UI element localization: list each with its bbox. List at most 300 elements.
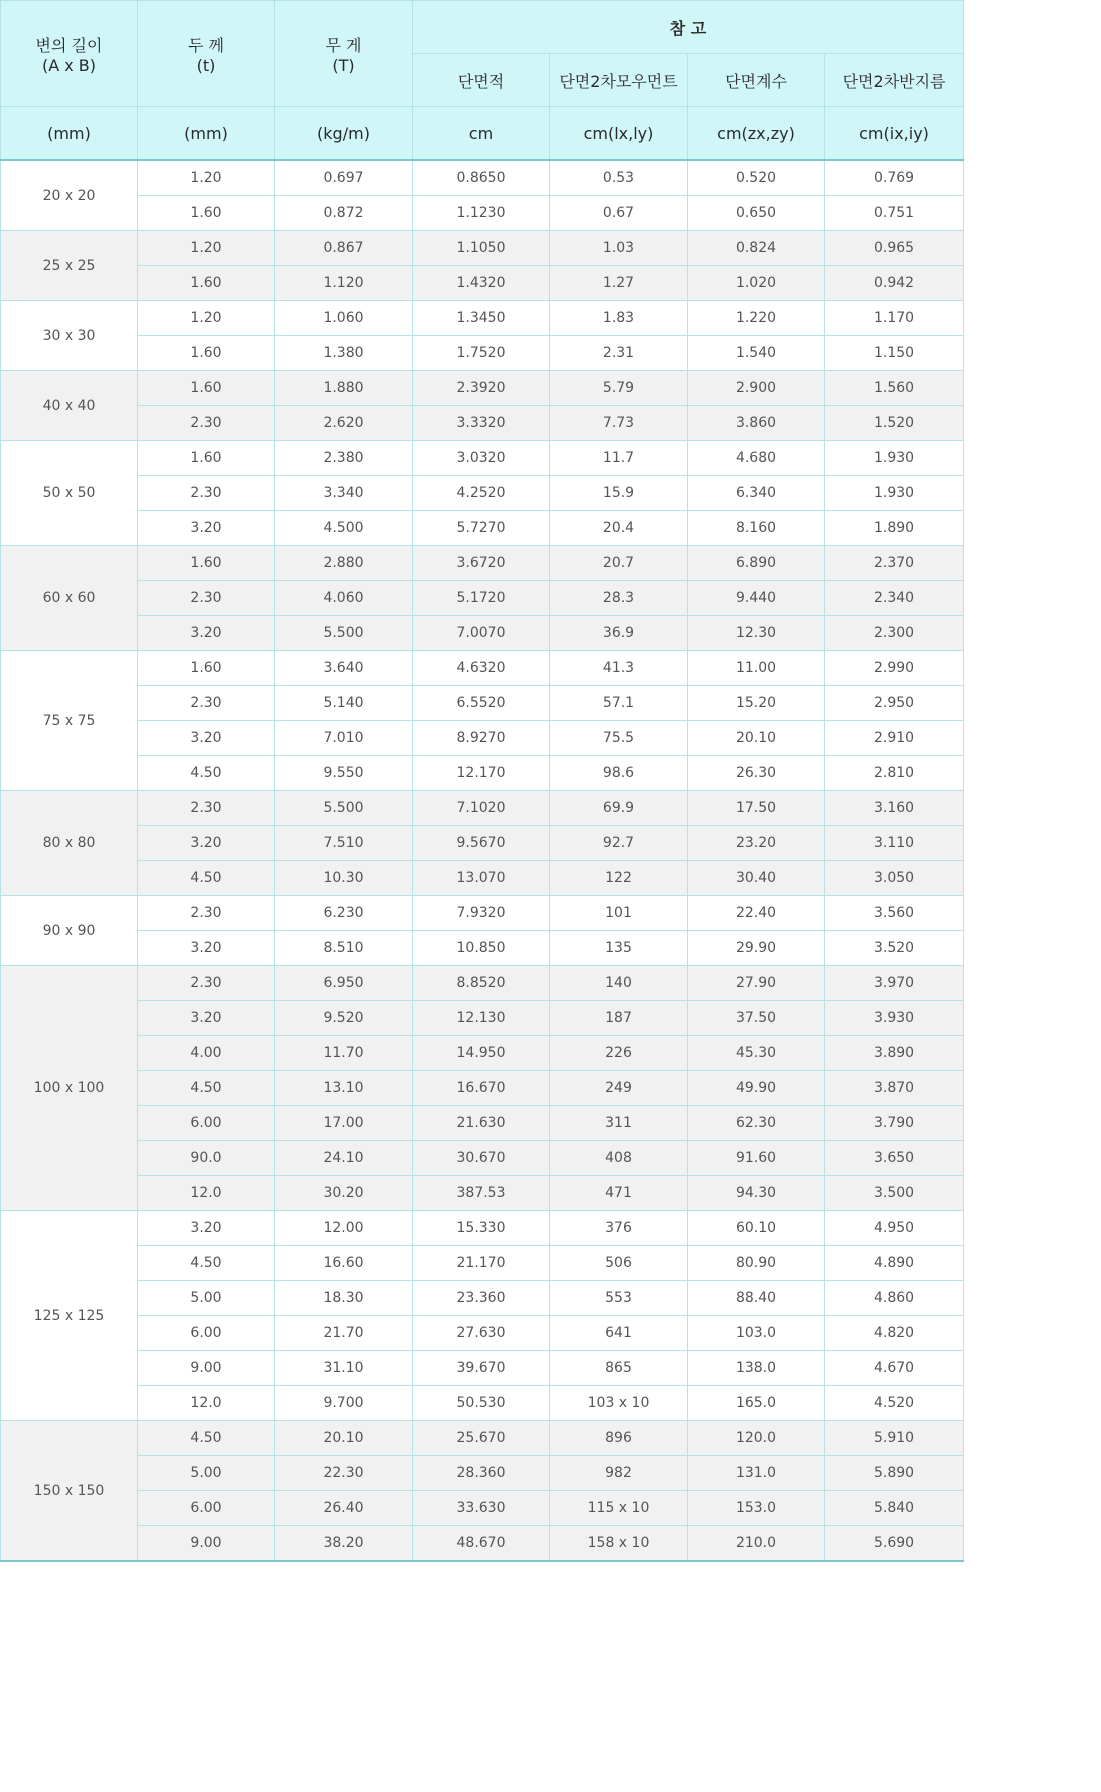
thickness-cell: 4.00: [138, 1036, 275, 1071]
moment-cell: 1.03: [550, 231, 688, 266]
moment-cell: 311: [550, 1106, 688, 1141]
table-row: [1, 826, 964, 861]
moment-cell: 101: [550, 896, 688, 931]
table-row: [1, 1246, 964, 1281]
table-row: [1, 406, 964, 441]
size-cell: 20 x 20: [1, 160, 138, 231]
thickness-cell: 2.30: [138, 476, 275, 511]
moment-cell: 135: [550, 931, 688, 966]
weight-cell: 5.500: [275, 616, 413, 651]
moment-cell: 15.9: [550, 476, 688, 511]
thickness-cell: 6.00: [138, 1106, 275, 1141]
area-cell: 14.950: [413, 1036, 550, 1071]
weight-cell: 11.70: [275, 1036, 413, 1071]
weight-cell: 38.20: [275, 1526, 413, 1562]
area-cell: 4.2520: [413, 476, 550, 511]
thickness-cell: 4.50: [138, 1071, 275, 1106]
header-moment: 단면2차모우먼트: [550, 54, 688, 107]
weight-cell: 8.510: [275, 931, 413, 966]
area-cell: 33.630: [413, 1491, 550, 1526]
area-cell: 21.630: [413, 1106, 550, 1141]
modulus-cell: 94.30: [688, 1176, 825, 1211]
modulus-cell: 138.0: [688, 1351, 825, 1386]
modulus-cell: 153.0: [688, 1491, 825, 1526]
weight-cell: 21.70: [275, 1316, 413, 1351]
thickness-cell: 3.20: [138, 931, 275, 966]
weight-cell: 31.10: [275, 1351, 413, 1386]
header-area: 단면적: [413, 54, 550, 107]
radius-cell: 4.520: [825, 1386, 964, 1421]
moment-cell: 2.31: [550, 336, 688, 371]
modulus-cell: 11.00: [688, 651, 825, 686]
radius-cell: 4.890: [825, 1246, 964, 1281]
thickness-cell: 12.0: [138, 1386, 275, 1421]
table-row: [1, 196, 964, 231]
weight-cell: 5.500: [275, 791, 413, 826]
area-cell: 5.7270: [413, 511, 550, 546]
table-row: [1, 791, 964, 826]
thickness-cell: 2.30: [138, 406, 275, 441]
table-row: [1, 1211, 964, 1246]
modulus-cell: 8.160: [688, 511, 825, 546]
size-cell: 40 x 40: [1, 371, 138, 441]
area-cell: 7.1020: [413, 791, 550, 826]
radius-cell: 4.820: [825, 1316, 964, 1351]
modulus-cell: 60.10: [688, 1211, 825, 1246]
area-cell: 8.9270: [413, 721, 550, 756]
moment-cell: 7.73: [550, 406, 688, 441]
modulus-cell: 0.824: [688, 231, 825, 266]
header-thickness-sub: (t): [196, 55, 216, 75]
weight-cell: 20.10: [275, 1421, 413, 1456]
weight-cell: 2.620: [275, 406, 413, 441]
table-row: [1, 546, 964, 581]
thickness-cell: 1.20: [138, 301, 275, 336]
radius-cell: 1.520: [825, 406, 964, 441]
radius-cell: 3.560: [825, 896, 964, 931]
thickness-cell: 9.00: [138, 1526, 275, 1562]
header-thickness-label: 두 께: [188, 35, 224, 55]
table-row: [1, 160, 964, 196]
header-size-sub: (A x B): [41, 55, 97, 75]
moment-cell: 20.7: [550, 546, 688, 581]
radius-cell: 0.942: [825, 266, 964, 301]
modulus-cell: 80.90: [688, 1246, 825, 1281]
table-row: [1, 511, 964, 546]
area-cell: 1.7520: [413, 336, 550, 371]
moment-cell: 0.53: [550, 160, 688, 196]
table-body: [1, 160, 964, 1561]
modulus-cell: 17.50: [688, 791, 825, 826]
area-cell: 6.5520: [413, 686, 550, 721]
weight-cell: 16.60: [275, 1246, 413, 1281]
area-cell: 27.630: [413, 1316, 550, 1351]
area-cell: 1.1230: [413, 196, 550, 231]
table-row: [1, 966, 964, 1001]
thickness-cell: 1.60: [138, 336, 275, 371]
modulus-cell: 0.650: [688, 196, 825, 231]
radius-cell: 3.870: [825, 1071, 964, 1106]
size-cell: 100 x 100: [1, 966, 138, 1211]
moment-cell: 103 x 10: [550, 1386, 688, 1421]
size-cell: 80 x 80: [1, 791, 138, 896]
table-row: [1, 861, 964, 896]
table-row: [1, 441, 964, 476]
area-cell: 21.170: [413, 1246, 550, 1281]
modulus-cell: 12.30: [688, 616, 825, 651]
unit-radius: cm(ix,iy): [825, 107, 964, 161]
weight-cell: 0.867: [275, 231, 413, 266]
moment-cell: 11.7: [550, 441, 688, 476]
area-cell: 28.360: [413, 1456, 550, 1491]
table-row: [1, 1036, 964, 1071]
table-row: [1, 1141, 964, 1176]
radius-cell: 2.990: [825, 651, 964, 686]
radius-cell: 1.560: [825, 371, 964, 406]
weight-cell: 6.950: [275, 966, 413, 1001]
area-cell: 9.5670: [413, 826, 550, 861]
moment-cell: 226: [550, 1036, 688, 1071]
modulus-cell: 6.340: [688, 476, 825, 511]
unit-moment: cm(lx,ly): [550, 107, 688, 161]
modulus-cell: 22.40: [688, 896, 825, 931]
moment-cell: 1.27: [550, 266, 688, 301]
area-cell: 2.3920: [413, 371, 550, 406]
area-cell: 3.0320: [413, 441, 550, 476]
header-thickness: [138, 1, 275, 107]
weight-cell: 10.30: [275, 861, 413, 896]
radius-cell: 3.160: [825, 791, 964, 826]
modulus-cell: 62.30: [688, 1106, 825, 1141]
weight-cell: 7.510: [275, 826, 413, 861]
thickness-cell: 1.20: [138, 160, 275, 196]
moment-cell: 92.7: [550, 826, 688, 861]
thickness-cell: 3.20: [138, 1211, 275, 1246]
weight-cell: 0.872: [275, 196, 413, 231]
radius-cell: 5.910: [825, 1421, 964, 1456]
header-reference: 참 고: [413, 1, 964, 54]
thickness-cell: 1.60: [138, 651, 275, 686]
weight-cell: 30.20: [275, 1176, 413, 1211]
moment-cell: 36.9: [550, 616, 688, 651]
table-row: [1, 301, 964, 336]
header-size-label: 변의 길이: [35, 35, 103, 55]
modulus-cell: 165.0: [688, 1386, 825, 1421]
table-row: [1, 1456, 964, 1491]
thickness-cell: 1.60: [138, 371, 275, 406]
weight-cell: 18.30: [275, 1281, 413, 1316]
thickness-cell: 3.20: [138, 826, 275, 861]
area-cell: 4.6320: [413, 651, 550, 686]
modulus-cell: 20.10: [688, 721, 825, 756]
table-row: [1, 1281, 964, 1316]
modulus-cell: 27.90: [688, 966, 825, 1001]
weight-cell: 2.380: [275, 441, 413, 476]
thickness-cell: 4.50: [138, 861, 275, 896]
modulus-cell: 4.680: [688, 441, 825, 476]
modulus-cell: 210.0: [688, 1526, 825, 1562]
moment-cell: 471: [550, 1176, 688, 1211]
thickness-cell: 2.30: [138, 686, 275, 721]
size-cell: 60 x 60: [1, 546, 138, 651]
thickness-cell: 4.50: [138, 1421, 275, 1456]
weight-cell: 1.380: [275, 336, 413, 371]
modulus-cell: 6.890: [688, 546, 825, 581]
weight-cell: 5.140: [275, 686, 413, 721]
size-cell: 125 x 125: [1, 1211, 138, 1421]
table-row: [1, 1351, 964, 1386]
table-row: [1, 931, 964, 966]
moment-cell: 1.83: [550, 301, 688, 336]
thickness-cell: 5.00: [138, 1456, 275, 1491]
moment-cell: 158 x 10: [550, 1526, 688, 1562]
weight-cell: 24.10: [275, 1141, 413, 1176]
radius-cell: 3.890: [825, 1036, 964, 1071]
header-weight-sub: (T): [332, 55, 355, 75]
thickness-cell: 3.20: [138, 1001, 275, 1036]
area-cell: 12.130: [413, 1001, 550, 1036]
modulus-cell: 49.90: [688, 1071, 825, 1106]
area-cell: 1.3450: [413, 301, 550, 336]
table-row: [1, 1001, 964, 1036]
area-cell: 48.670: [413, 1526, 550, 1562]
weight-cell: 22.30: [275, 1456, 413, 1491]
area-cell: 16.670: [413, 1071, 550, 1106]
radius-cell: 2.300: [825, 616, 964, 651]
radius-cell: 5.690: [825, 1526, 964, 1562]
moment-cell: 20.4: [550, 511, 688, 546]
weight-cell: 2.880: [275, 546, 413, 581]
thickness-cell: 6.00: [138, 1491, 275, 1526]
thickness-cell: 1.60: [138, 441, 275, 476]
size-cell: 90 x 90: [1, 896, 138, 966]
table-row: [1, 1106, 964, 1141]
table-row: [1, 721, 964, 756]
weight-cell: 0.697: [275, 160, 413, 196]
table-row: [1, 616, 964, 651]
moment-cell: 0.67: [550, 196, 688, 231]
radius-cell: 2.810: [825, 756, 964, 791]
table-row: [1, 1071, 964, 1106]
size-cell: 30 x 30: [1, 301, 138, 371]
modulus-cell: 30.40: [688, 861, 825, 896]
area-cell: 3.6720: [413, 546, 550, 581]
thickness-cell: 2.30: [138, 966, 275, 1001]
moment-cell: 115 x 10: [550, 1491, 688, 1526]
modulus-cell: 1.020: [688, 266, 825, 301]
moment-cell: 408: [550, 1141, 688, 1176]
area-cell: 39.670: [413, 1351, 550, 1386]
radius-cell: 2.910: [825, 721, 964, 756]
moment-cell: 982: [550, 1456, 688, 1491]
radius-cell: 5.890: [825, 1456, 964, 1491]
weight-cell: 9.550: [275, 756, 413, 791]
radius-cell: 1.890: [825, 511, 964, 546]
table-row: [1, 1421, 964, 1456]
weight-cell: 17.00: [275, 1106, 413, 1141]
radius-cell: 3.050: [825, 861, 964, 896]
moment-cell: 28.3: [550, 581, 688, 616]
header-radius: 단면2차반지름: [825, 54, 964, 107]
thickness-cell: 9.00: [138, 1351, 275, 1386]
area-cell: 8.8520: [413, 966, 550, 1001]
moment-cell: 376: [550, 1211, 688, 1246]
area-cell: 50.530: [413, 1386, 550, 1421]
moment-cell: 140: [550, 966, 688, 1001]
table-row: [1, 581, 964, 616]
radius-cell: 0.769: [825, 160, 964, 196]
table-row: [1, 231, 964, 266]
modulus-cell: 29.90: [688, 931, 825, 966]
table-row: [1, 896, 964, 931]
thickness-cell: 5.00: [138, 1281, 275, 1316]
table-row: [1, 756, 964, 791]
weight-cell: 13.10: [275, 1071, 413, 1106]
weight-cell: 3.640: [275, 651, 413, 686]
moment-cell: 98.6: [550, 756, 688, 791]
area-cell: 12.170: [413, 756, 550, 791]
modulus-cell: 15.20: [688, 686, 825, 721]
thickness-cell: 4.50: [138, 1246, 275, 1281]
unit-weight: (kg/m): [275, 107, 413, 161]
radius-cell: 3.970: [825, 966, 964, 1001]
area-cell: 10.850: [413, 931, 550, 966]
thickness-cell: 90.0: [138, 1141, 275, 1176]
header-size: [1, 1, 138, 107]
modulus-cell: 9.440: [688, 581, 825, 616]
modulus-cell: 0.520: [688, 160, 825, 196]
modulus-cell: 26.30: [688, 756, 825, 791]
thickness-cell: 3.20: [138, 511, 275, 546]
modulus-cell: 23.20: [688, 826, 825, 861]
radius-cell: 1.170: [825, 301, 964, 336]
radius-cell: 3.520: [825, 931, 964, 966]
area-cell: 387.53: [413, 1176, 550, 1211]
moment-cell: 865: [550, 1351, 688, 1386]
table-row: [1, 1176, 964, 1211]
weight-cell: 1.120: [275, 266, 413, 301]
thickness-cell: 1.60: [138, 546, 275, 581]
radius-cell: 4.670: [825, 1351, 964, 1386]
table-header: [1, 1, 964, 161]
weight-cell: 1.880: [275, 371, 413, 406]
table-row: [1, 476, 964, 511]
moment-cell: 75.5: [550, 721, 688, 756]
weight-cell: 26.40: [275, 1491, 413, 1526]
table-row: [1, 1386, 964, 1421]
area-cell: 15.330: [413, 1211, 550, 1246]
thickness-cell: 6.00: [138, 1316, 275, 1351]
modulus-cell: 91.60: [688, 1141, 825, 1176]
modulus-cell: 131.0: [688, 1456, 825, 1491]
thickness-cell: 2.30: [138, 791, 275, 826]
table-row: [1, 651, 964, 686]
table-row: [1, 1526, 964, 1562]
unit-size: (mm): [1, 107, 138, 161]
weight-cell: 6.230: [275, 896, 413, 931]
size-cell: 50 x 50: [1, 441, 138, 546]
moment-cell: 249: [550, 1071, 688, 1106]
radius-cell: 4.860: [825, 1281, 964, 1316]
thickness-cell: 1.60: [138, 196, 275, 231]
modulus-cell: 103.0: [688, 1316, 825, 1351]
area-cell: 25.670: [413, 1421, 550, 1456]
area-cell: 1.4320: [413, 266, 550, 301]
thickness-cell: 3.20: [138, 616, 275, 651]
thickness-cell: 4.50: [138, 756, 275, 791]
modulus-cell: 120.0: [688, 1421, 825, 1456]
radius-cell: 2.950: [825, 686, 964, 721]
unit-area: cm: [413, 107, 550, 161]
area-cell: 30.670: [413, 1141, 550, 1176]
weight-cell: 9.520: [275, 1001, 413, 1036]
radius-cell: 0.751: [825, 196, 964, 231]
moment-cell: 553: [550, 1281, 688, 1316]
radius-cell: 1.930: [825, 441, 964, 476]
modulus-cell: 1.540: [688, 336, 825, 371]
header-weight: [275, 1, 413, 107]
header-weight-label: 무 게: [325, 35, 362, 55]
radius-cell: 3.650: [825, 1141, 964, 1176]
modulus-cell: 1.220: [688, 301, 825, 336]
moment-cell: 122: [550, 861, 688, 896]
table-row: [1, 686, 964, 721]
area-cell: 7.0070: [413, 616, 550, 651]
radius-cell: 3.930: [825, 1001, 964, 1036]
thickness-cell: 2.30: [138, 896, 275, 931]
moment-cell: 187: [550, 1001, 688, 1036]
size-cell: 150 x 150: [1, 1421, 138, 1562]
table-row: [1, 1491, 964, 1526]
unit-thickness: (mm): [138, 107, 275, 161]
moment-cell: 5.79: [550, 371, 688, 406]
modulus-cell: 3.860: [688, 406, 825, 441]
modulus-cell: 45.30: [688, 1036, 825, 1071]
radius-cell: 3.110: [825, 826, 964, 861]
modulus-cell: 2.900: [688, 371, 825, 406]
radius-cell: 5.840: [825, 1491, 964, 1526]
area-cell: 23.360: [413, 1281, 550, 1316]
weight-cell: 7.010: [275, 721, 413, 756]
radius-cell: 1.930: [825, 476, 964, 511]
thickness-cell: 1.60: [138, 266, 275, 301]
moment-cell: 506: [550, 1246, 688, 1281]
modulus-cell: 88.40: [688, 1281, 825, 1316]
table-row: [1, 266, 964, 301]
thickness-cell: 12.0: [138, 1176, 275, 1211]
moment-cell: 69.9: [550, 791, 688, 826]
modulus-cell: 37.50: [688, 1001, 825, 1036]
moment-cell: 57.1: [550, 686, 688, 721]
weight-cell: 12.00: [275, 1211, 413, 1246]
area-cell: 0.8650: [413, 160, 550, 196]
size-cell: 75 x 75: [1, 651, 138, 791]
moment-cell: 641: [550, 1316, 688, 1351]
area-cell: 5.1720: [413, 581, 550, 616]
radius-cell: 3.500: [825, 1176, 964, 1211]
area-cell: 3.3320: [413, 406, 550, 441]
radius-cell: 2.370: [825, 546, 964, 581]
weight-cell: 3.340: [275, 476, 413, 511]
radius-cell: 1.150: [825, 336, 964, 371]
table-row: [1, 1316, 964, 1351]
area-cell: 7.9320: [413, 896, 550, 931]
header-modulus: 단면계수: [688, 54, 825, 107]
radius-cell: 3.790: [825, 1106, 964, 1141]
units-row: [1, 107, 964, 161]
moment-cell: 41.3: [550, 651, 688, 686]
thickness-cell: 2.30: [138, 581, 275, 616]
